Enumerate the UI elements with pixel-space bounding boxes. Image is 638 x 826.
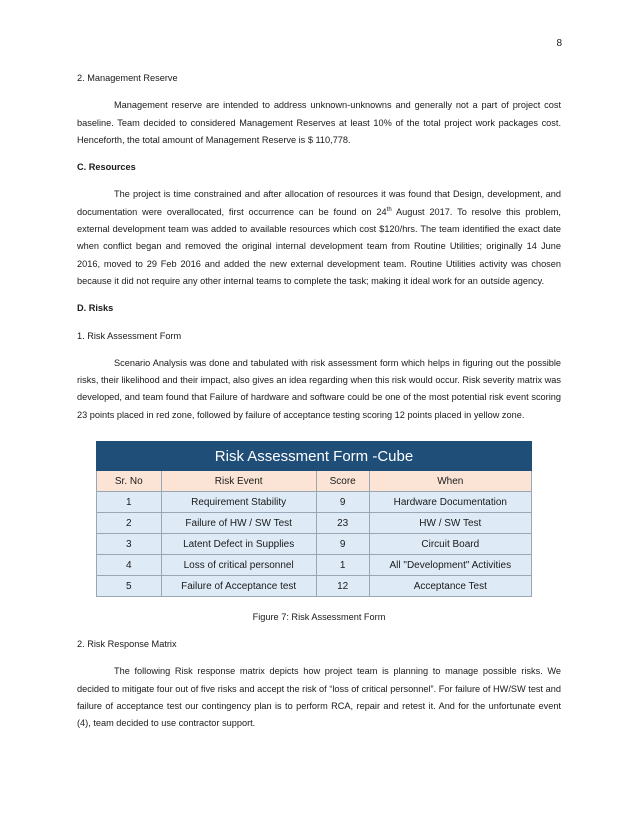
table-title-row (97, 442, 532, 471)
cell-score: 9 (316, 492, 369, 513)
cell-when: Circuit Board (369, 534, 531, 555)
cell-score: 23 (316, 513, 369, 534)
cell-score: 9 (316, 534, 369, 555)
resources-text-part1: The project is time constrained and after allocation of resources it was found that Design, development, and documentation were overallocated, first occurrence can be found on 24 (77, 189, 561, 217)
page-number: 8 (556, 38, 562, 49)
section-heading-management-reserve: 2. Management Reserve (77, 73, 178, 83)
column-header-score: Score (316, 471, 369, 492)
paragraph-risk-assessment: Scenario Analysis was done and tabulated with risk assessment form which helps in figuring out the possible risks, their likelihood and their impact, also gives an idea regarding when this risk would occur. Risk severity matrix was developed, and team found that Failure of hardware and software could be one of the most potential risk event scoring 23 points placed in red zone, followed by failure of acceptance testing scoring 12 points placed in yellow zone. (77, 357, 561, 420)
paragraph-resources (77, 186, 561, 290)
table-row (97, 492, 532, 513)
cell-sr-no: 3 (97, 534, 162, 555)
cell-risk-event: Requirement Stability (161, 492, 316, 513)
resources-text-part2: August 2017. To resolve this problem, external development team was added to available resources which cost $120/hrs. The team identified the exact date when conflict began and removed the original internal development team from Routine Utilities; originally 14 June 2016, moved to 29 Feb 2016 and added the new external development team. Routine Utilities activity was chosen because it did not require any other internal teams to complete the task; making it ideal work for an outside agency. (77, 206, 561, 286)
paragraph-risk-response: The following Risk response matrix depicts how project team is planning to manage possible risks. We decided to mitigate four out of five risks and accept the risk of “loss of critical personnel”. For failure of HW/SW test and failure of acceptance test our contingency plan is to perform RCA, repair and retest it. And for the unfortunate event (4), team decided to use contractor support. (77, 666, 561, 729)
column-header-sr-no: Sr. No (97, 471, 162, 492)
ordinal-suffix: th (386, 206, 392, 213)
table-row (97, 555, 532, 576)
column-header-when: When (369, 471, 531, 492)
subheading-risk-assessment-form: 1. Risk Assessment Form (77, 330, 182, 341)
cell-risk-event: Failure of Acceptance test (161, 576, 316, 597)
table-row (97, 534, 532, 555)
table-title: Risk Assessment Form -Cube (97, 442, 532, 471)
cell-score: 12 (316, 576, 369, 597)
table-row (97, 576, 532, 597)
section-heading-risks: D. Risks (77, 303, 114, 314)
cell-risk-event: Loss of critical personnel (161, 555, 316, 576)
cell-sr-no: 2 (97, 513, 162, 534)
risk-assessment-table-container (96, 441, 532, 597)
column-header-risk-event: Risk Event (161, 471, 316, 492)
risk-assessment-table (96, 441, 532, 597)
cell-when: HW / SW Test (369, 513, 531, 534)
section-heading-resources: C. Resources (77, 162, 136, 173)
cell-sr-no: 5 (97, 576, 162, 597)
document-body (77, 70, 561, 733)
cell-risk-event: Failure of HW / SW Test (161, 513, 316, 534)
cell-score: 1 (316, 555, 369, 576)
cell-sr-no: 4 (97, 555, 162, 576)
subheading-risk-response-matrix: 2. Risk Response Matrix (77, 639, 177, 650)
table-row (97, 513, 532, 534)
cell-risk-event: Latent Defect in Supplies (161, 534, 316, 555)
paragraph-management-reserve: Management reserve are intended to address unknown-unknowns and generally not a part of project cost baseline. Team decided to considered Management Reserves at least 10% of the total project work packages cost. Henceforth, the total amount of Management Reserve is $ 110,778. (77, 100, 561, 145)
cell-when: Hardware Documentation (369, 492, 531, 513)
table-header-row (97, 471, 532, 492)
figure-caption: Figure 7: Risk Assessment Form (252, 612, 386, 623)
cell-sr-no: 1 (97, 492, 162, 513)
cell-when: Acceptance Test (369, 576, 531, 597)
cell-when: All "Development" Activities (369, 555, 531, 576)
